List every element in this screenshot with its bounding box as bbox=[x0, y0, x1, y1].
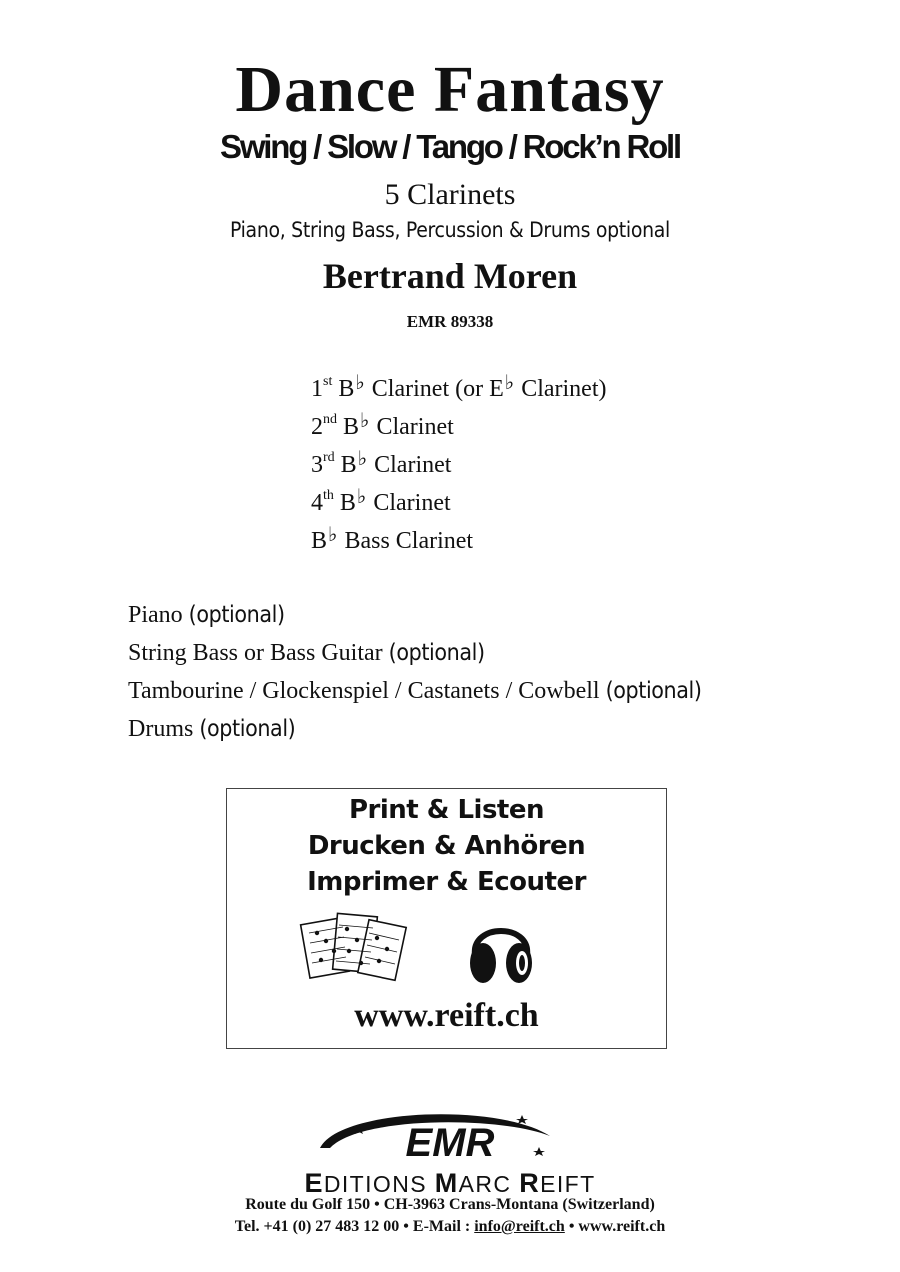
parts-list bbox=[311, 370, 607, 560]
headphones-icon bbox=[465, 913, 537, 987]
emr-logo bbox=[300, 1108, 600, 1170]
part-item: 3rd B♭ Clarinet bbox=[311, 448, 452, 478]
optional-part-item: Drums (optional) bbox=[128, 716, 296, 742]
promo-line-de: Drucken & Anhören bbox=[307, 831, 586, 861]
optional-part-item: String Bass or Bass Guitar (optional) bbox=[128, 640, 485, 666]
sheet-music-icon bbox=[299, 911, 411, 987]
publisher-address: Route du Golf 150 • CH-3963 Crans-Montana (Switzerland) bbox=[245, 1196, 655, 1213]
print-listen-box bbox=[226, 788, 667, 1049]
publisher-name: EDITIONS MARC REIFT bbox=[304, 1168, 596, 1198]
optional-part-item: Piano (optional) bbox=[128, 602, 285, 628]
optional-instruments-line: Piano, String Bass, Percussion & Drums optional bbox=[229, 218, 671, 242]
part-item: 4th B♭ Clarinet bbox=[311, 486, 451, 516]
part-item: 1st B♭ Clarinet (or E♭ Clarinet) bbox=[311, 372, 607, 402]
optional-part-item: Tambourine / Glockenspiel / Castanets / Cowbell (optional) bbox=[128, 678, 702, 704]
part-item: B♭ Bass Clarinet bbox=[311, 524, 474, 554]
subtitle: Swing / Slow / Tango / Rock’n Roll bbox=[220, 128, 680, 165]
page-title: Dance Fantasy bbox=[235, 53, 665, 126]
publisher-contact: Tel. +41 (0) 27 483 12 00 • E-Mail : info@reift.ch • www.reift.ch bbox=[234, 1218, 666, 1235]
promo-line-fr: Imprimer & Ecouter bbox=[307, 867, 586, 897]
optional-parts-list bbox=[128, 596, 702, 748]
part-item: 2nd B♭ Clarinet bbox=[311, 410, 454, 440]
catalog-number: EMR 89338 bbox=[406, 312, 494, 331]
email-link[interactable]: info@reift.ch bbox=[474, 1218, 565, 1235]
promo-line-en: Print & Listen bbox=[348, 795, 545, 825]
instrumentation: 5 Clarinets bbox=[384, 178, 516, 211]
composer: Bertrand Moren bbox=[322, 256, 578, 296]
svg-text:EMR: EMR bbox=[405, 1121, 495, 1165]
website-link[interactable]: www.reift.ch bbox=[354, 997, 539, 1034]
